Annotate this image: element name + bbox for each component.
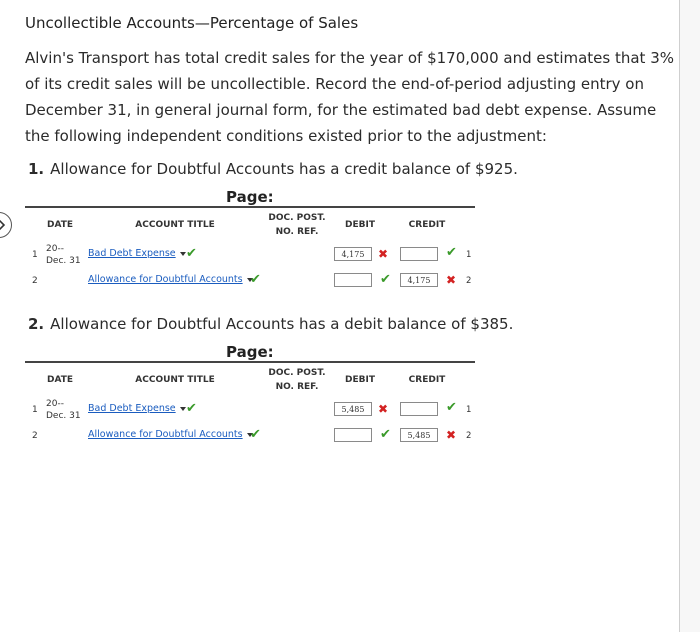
correct-check-icon: ✔ <box>446 245 457 260</box>
correct-check-icon: ✔ <box>446 400 457 415</box>
col-header-doc-post-line1: DOC. POST. <box>268 213 326 223</box>
col-header-debit: DEBIT <box>345 220 375 230</box>
correct-check-icon: ✔ <box>186 246 197 261</box>
debit-input[interactable]: 4,175 <box>334 247 372 261</box>
chevron-down-icon <box>180 407 186 411</box>
credit-input[interactable] <box>400 247 438 261</box>
journal-page-label: Page: <box>226 343 274 361</box>
journal-page-label: Page: <box>226 188 274 206</box>
row-number: 1 <box>32 250 38 260</box>
line-number: 2 <box>466 276 472 286</box>
debit-input[interactable]: 5,485 <box>334 402 372 416</box>
line-number: 1 <box>466 405 472 415</box>
col-header-date: DATE <box>46 375 74 385</box>
col-header-doc-post-line1: DOC. POST. <box>268 368 326 378</box>
incorrect-x-icon: ✖ <box>378 247 389 261</box>
chevron-right-icon <box>0 218 6 232</box>
row-number: 2 <box>32 276 38 286</box>
condition-description: Allowance for Doubtful Accounts has a debit balance of $385. <box>50 315 514 333</box>
journal-date <box>46 398 81 422</box>
condition-description: Allowance for Doubtful Accounts has a credit balance of $925. <box>50 160 518 178</box>
col-header-credit: CREDIT <box>408 375 446 385</box>
header-rule <box>25 206 475 208</box>
account-dropdown-allowance-doubtful-accounts[interactable] <box>88 429 253 440</box>
debit-input[interactable] <box>334 273 372 287</box>
col-header-doc-post <box>262 366 332 394</box>
chevron-down-icon <box>180 252 186 256</box>
account-dropdown-value: Bad Debt Expense <box>88 403 176 414</box>
col-header-doc-post <box>262 211 332 239</box>
correct-check-icon: ✔ <box>186 401 197 416</box>
account-dropdown-bad-debt-expense[interactable] <box>88 248 186 259</box>
account-dropdown-bad-debt-expense[interactable] <box>88 403 186 414</box>
col-header-date: DATE <box>46 220 74 230</box>
row-number: 2 <box>32 431 38 441</box>
incorrect-x-icon: ✖ <box>446 273 457 287</box>
credit-input[interactable]: 5,485 <box>400 428 438 442</box>
condition-number: 1. <box>28 160 45 178</box>
credit-input[interactable] <box>400 402 438 416</box>
date-day: Dec. 31 <box>46 256 81 266</box>
date-day: Dec. 31 <box>46 411 81 421</box>
journal-date <box>46 243 81 267</box>
account-dropdown-value: Allowance for Doubtful Accounts <box>88 274 243 285</box>
scroll-gutter <box>680 0 700 632</box>
condition-number: 2. <box>28 315 45 333</box>
incorrect-x-icon: ✖ <box>378 402 389 416</box>
debit-input[interactable] <box>334 428 372 442</box>
credit-input[interactable]: 4,175 <box>400 273 438 287</box>
account-dropdown-value: Bad Debt Expense <box>88 248 176 259</box>
condition-1-text <box>28 160 518 178</box>
row-number: 1 <box>32 405 38 415</box>
col-header-account-title: ACCOUNT TITLE <box>135 220 215 230</box>
date-year: 20-- <box>46 244 64 254</box>
col-header-doc-post-line2: NO. REF. <box>275 382 319 392</box>
correct-check-icon: ✔ <box>250 427 261 442</box>
line-number: 2 <box>466 431 472 441</box>
condition-2-text <box>28 315 513 333</box>
line-number: 1 <box>466 250 472 260</box>
problem-title: Uncollectible Accounts—Percentage of Sales <box>25 14 359 32</box>
header-rule <box>25 361 475 363</box>
correct-check-icon: ✔ <box>380 272 391 287</box>
correct-check-icon: ✔ <box>380 427 391 442</box>
col-header-debit: DEBIT <box>345 375 375 385</box>
problem-intro: Alvin's Transport has total credit sales for the year of $170,000 and estimates that 3% of its credit sales will be uncollectible. Record the end-of-period adjusting entry on December 31, in general journal form, for the estimated bad debt expense. Assume the following independent conditions existed prior to the adjustment: <box>25 49 675 145</box>
account-dropdown-allowance-doubtful-accounts[interactable] <box>88 274 253 285</box>
col-header-account-title: ACCOUNT TITLE <box>135 375 215 385</box>
col-header-doc-post-line2: NO. REF. <box>275 227 319 237</box>
correct-check-icon: ✔ <box>250 272 261 287</box>
date-year: 20-- <box>46 399 64 409</box>
account-dropdown-value: Allowance for Doubtful Accounts <box>88 429 243 440</box>
col-header-credit: CREDIT <box>408 220 446 230</box>
incorrect-x-icon: ✖ <box>446 428 457 442</box>
